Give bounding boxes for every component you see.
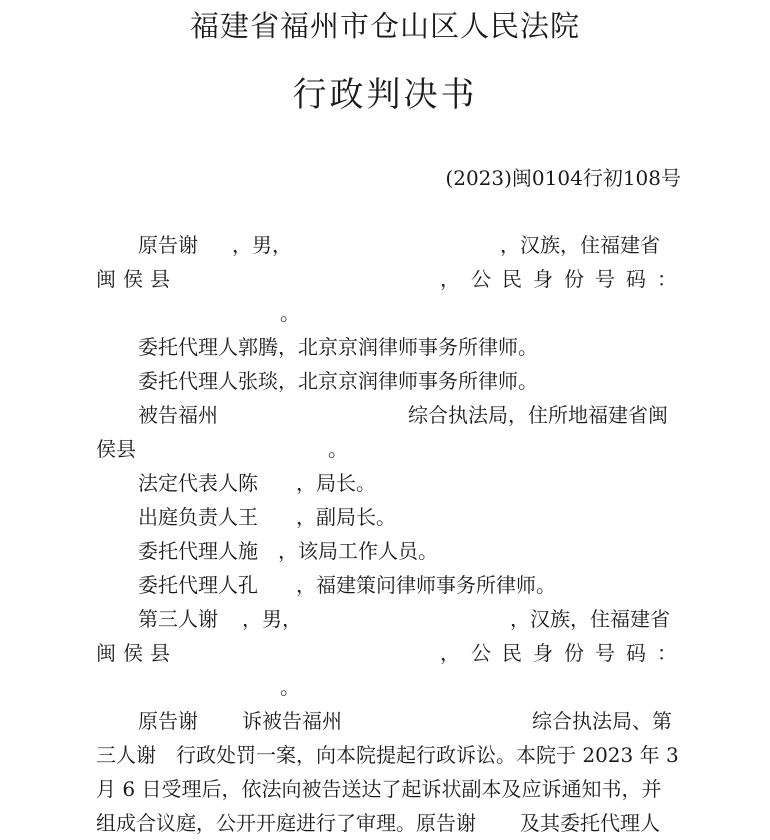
defendant-line-2	[96, 432, 688, 466]
third-party-id-label: ，公民身份号码：	[440, 641, 688, 665]
plaintiff-county: 闽侯县	[96, 267, 177, 291]
third-party-line-3	[96, 670, 688, 704]
court-name: 福建省福州市仓山区人民法院	[189, 9, 580, 43]
legal-representative	[138, 466, 688, 500]
defendant-address-end: 。	[328, 437, 348, 461]
plaintiff-id-label: ，公民身份号码：	[440, 267, 688, 291]
defendant-agent-1-role: ，该局工作人员。	[278, 539, 438, 563]
third-party-name: 第三人谢	[138, 607, 218, 631]
defendant-agent-1	[138, 534, 688, 568]
defendant-agent-1-name: 委托代理人施	[138, 539, 258, 563]
third-party-gender: ，男，	[242, 607, 302, 631]
case-number: (2023)闽0104行初108号	[445, 166, 681, 190]
third-party-id-end: 。	[280, 675, 300, 699]
defendant-agent-2-name: 委托代理人孔	[138, 573, 258, 597]
plaintiff-id-end: 。	[280, 301, 300, 325]
facts-line-4	[96, 806, 688, 840]
plaintiff-agent-1: 委托代理人郭腾，北京京润律师事务所律师。	[138, 335, 538, 359]
facts-line-2: 三人谢 行政处罚一案，向本院提起行政诉讼。本院于 2023 年 3	[96, 743, 679, 767]
third-party-county: 闽侯县	[96, 641, 177, 665]
document-title: 行政判决书	[292, 75, 478, 115]
facts-plaintiff: 原告谢	[138, 709, 198, 733]
defendant-address: 综合执法局，住所地福建省闽	[408, 403, 668, 427]
defendant-name: 被告福州	[138, 403, 218, 427]
third-party-line-1	[138, 602, 688, 636]
third-party-line-2	[96, 636, 688, 670]
plaintiff-line-1	[138, 228, 688, 262]
facts-line-1	[138, 704, 688, 738]
plaintiff-agent-2: 委托代理人张琰，北京京润律师事务所律师。	[138, 369, 538, 393]
plaintiff-ethnicity-address: ，汉族，住福建省	[500, 233, 660, 257]
plaintiff-gender: ，男，	[232, 233, 292, 257]
facts-sues-defendant: 诉被告福州	[242, 709, 342, 733]
plaintiff-line-3	[96, 296, 688, 330]
court-officer-title: ，副局长。	[296, 505, 396, 529]
plaintiff-line-2	[96, 262, 688, 296]
facts-agent: 及其委托代理人	[520, 811, 660, 835]
court-officer-name: 出庭负责人王	[138, 505, 258, 529]
plaintiff-name: 原告谢	[138, 233, 198, 257]
judgment-body	[96, 228, 688, 840]
facts-defendant-bureau: 综合执法局、第	[532, 709, 672, 733]
defendant-agent-2-role: ，福建策问律师事务所律师。	[296, 573, 556, 597]
legal-rep-title: ，局长。	[296, 471, 376, 495]
legal-rep-name: 法定代表人陈	[138, 471, 258, 495]
facts-hearing: 组成合议庭，公开开庭进行了审理。原告谢	[96, 811, 476, 835]
court-officer	[138, 500, 688, 534]
defendant-line-1	[138, 398, 688, 432]
defendant-county: 侯县	[96, 437, 136, 461]
third-party-ethnicity-address: ，汉族，住福建省	[510, 607, 670, 631]
defendant-agent-2	[138, 568, 688, 602]
facts-line-3: 月 6 日受理后，依法向被告送达了起诉状副本及应诉通知书，并	[96, 777, 662, 801]
